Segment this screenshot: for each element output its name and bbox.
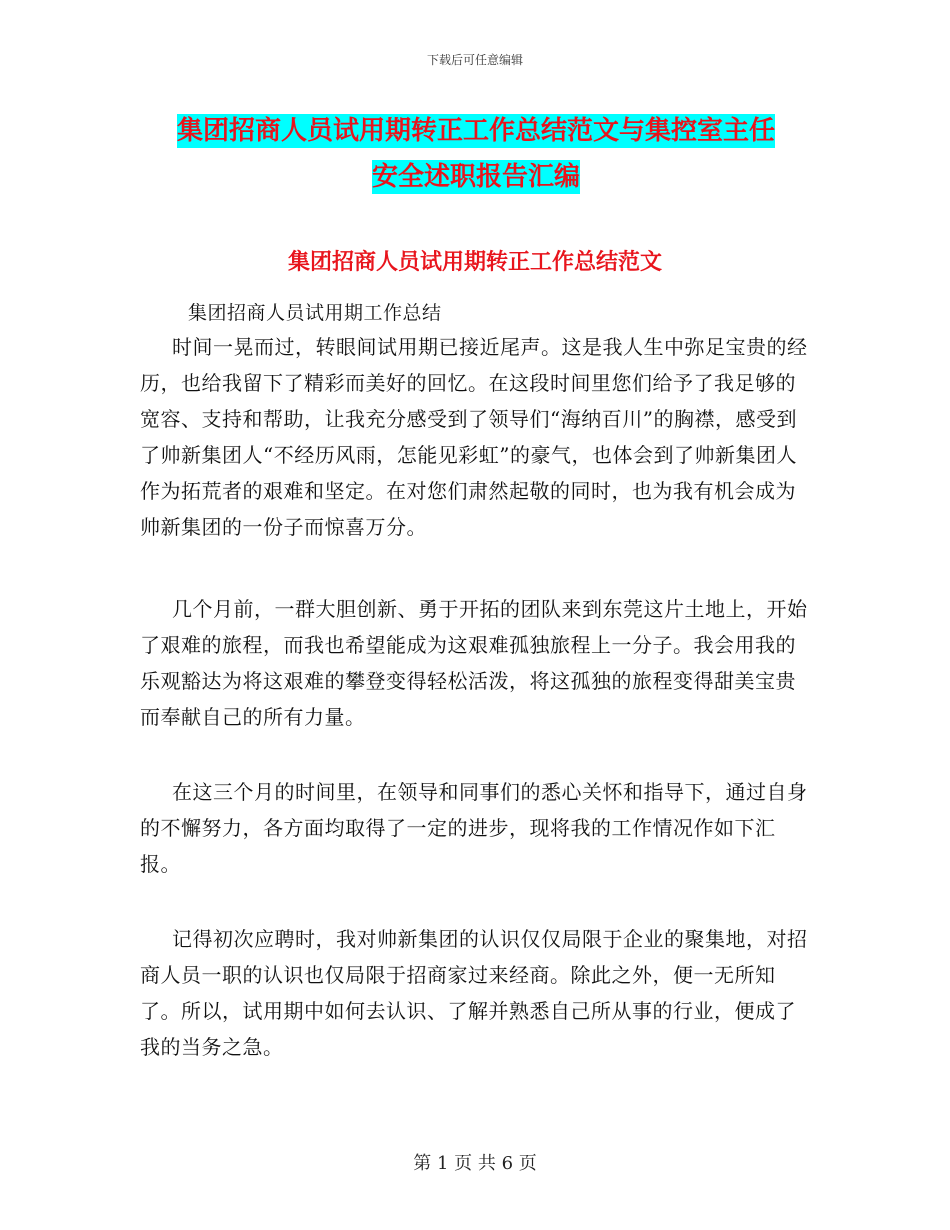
document-title xyxy=(140,108,812,200)
header-note: 下载后可任意编辑 xyxy=(426,53,523,67)
paragraph-3: 在这三个月的时间里，在领导和同事们的悉心关怀和指导下，通过自身的不懈努力，各方面均取得了一定的进步，现将我的工作情况作如下汇报。 xyxy=(140,780,808,876)
paragraph-2: 几个月前，一群大胆创新、勇于开拓的团队来到东莞这片土地上，开始了艰难的旅程，而我也希望能成为这艰难孤独旅程上一分子。我会用我的乐观豁达为将这艰难的攀登变得轻松活泼，将这孤独的旅程变得甜美宝贵而奉献自己的所有力量。 xyxy=(140,597,808,729)
document-title-line1: 集团招商人员试用期转正工作总结范文与集控室主任 xyxy=(176,116,775,146)
document-title-line2: 安全述职报告汇编 xyxy=(371,162,580,192)
paragraph-1: 时间一晃而过，转眼间试用期已接近尾声。这是我人生中弥足宝贵的经历，也给我留下了精彩而美好的回忆。在这段时间里您们给予了我足够的宽容、支持和帮助，让我充分感受到了领导们“海纳百川”的胸襟，感受到了帅新集团人“不经历风雨，怎能见彩虹”的豪气，也体会到了帅新集团人作为拓荒者的艰难和坚定。在对您们肃然起敬的同时，也为我有机会成为帅新集团的一份子而惊喜万分。 xyxy=(140,335,808,539)
page-number-footer: 第 1 页 共 6 页 xyxy=(413,1153,537,1174)
section-title: 集团招商人员试用期转正工作总结范文 xyxy=(287,250,662,275)
paragraph-4: 记得初次应聘时，我对帅新集团的认识仅仅局限于企业的聚集地，对招商人员一职的认识也仅局限于招商家过来经商。除此之外，便一无所知了。所以，试用期中如何去认识、了解并熟悉自己所从事的行业，便成了我的当务之急。 xyxy=(140,927,808,1059)
subheading: 集团招商人员试用期工作总结 xyxy=(188,302,442,324)
